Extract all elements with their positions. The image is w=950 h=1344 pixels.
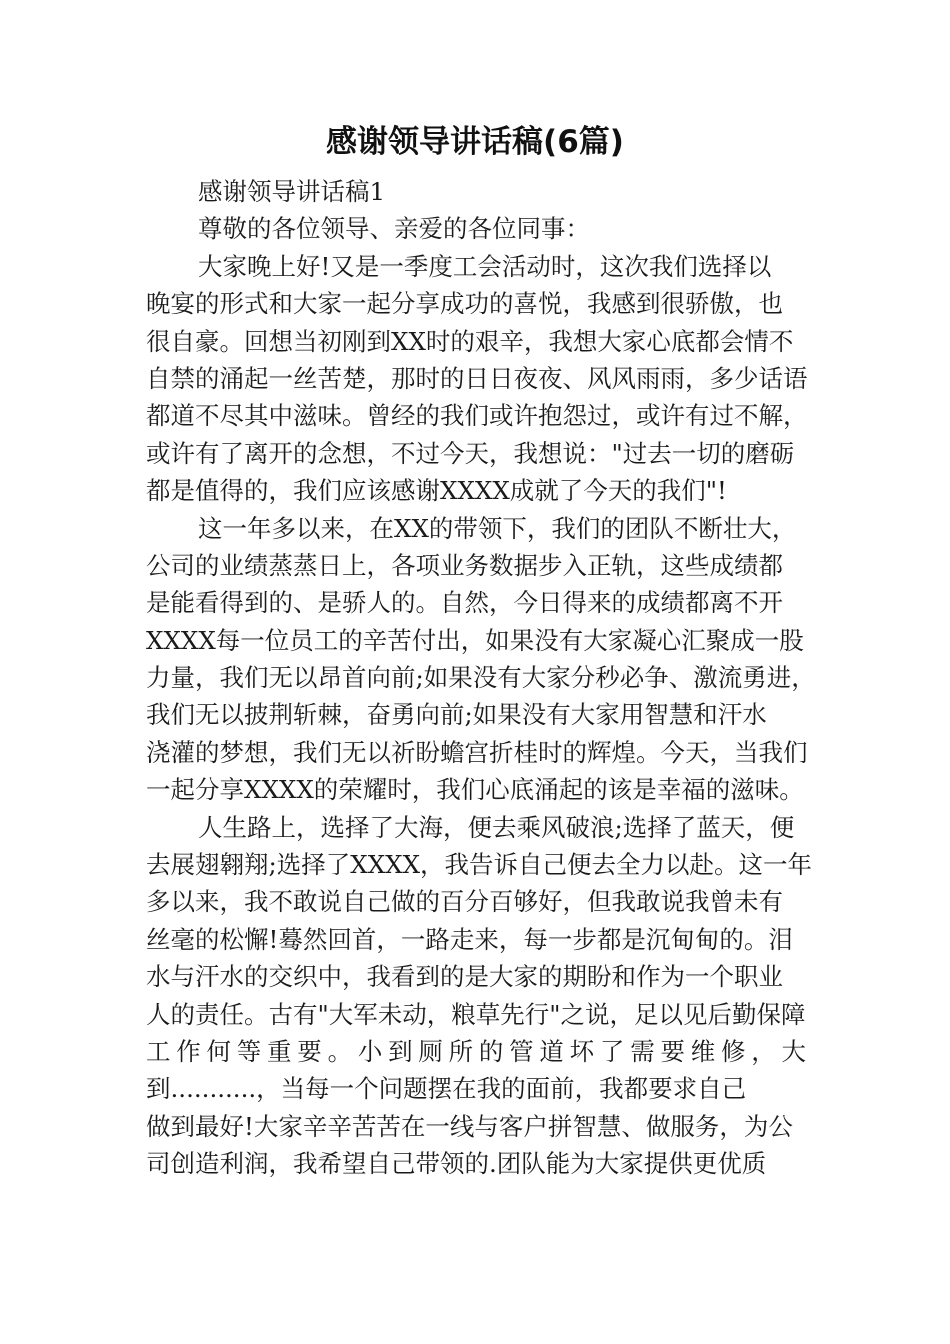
text-line: 或许有了离开的念想，不过今天，我想说："过去一切的磨砺 <box>146 438 795 468</box>
text-line: XXXX每一位员工的辛苦付出，如果没有大家凝心汇聚成一股 <box>146 625 804 655</box>
document-body <box>146 173 816 1183</box>
text-line: 我们无以披荆斩棘，奋勇向前;如果没有大家用智慧和汗水 <box>146 700 767 730</box>
text-line: 都是值得的，我们应该感谢XXXX成就了今天的我们"! <box>146 476 727 506</box>
text-line: 力量，我们无以昂首向前;如果没有大家分秒必争、激流勇进， <box>146 663 816 693</box>
text-line: 工作何等重要。小到厕所的管道坏了需要维修，大 <box>146 1036 806 1066</box>
text-line: 人生路上，选择了大海，便去乘风破浪;选择了蓝天，便 <box>198 812 795 842</box>
text-line: 丝毫的松懈!蓦然回首，一路走来，每一步都是沉甸甸的。泪 <box>146 924 793 954</box>
text-line: 大家晚上好!又是一季度工会活动时，这次我们选择以 <box>198 251 772 281</box>
text-line: 是能看得到的、是骄人的。自然，今日得来的成绩都离不开 <box>146 588 783 618</box>
text-line: 司创造利润，我希望自己带领的.团队能为大家提供更优质 <box>146 1149 767 1179</box>
text-line: 一起分享XXXX的荣耀时，我们心底涌起的该是幸福的滋味。 <box>146 775 804 805</box>
text-line: 晚宴的形式和大家一起分享成功的喜悦，我感到很骄傲，也 <box>146 289 783 319</box>
text-line: 都道不尽其中滋味。曾经的我们或许抱怨过，或许有过不解， <box>146 401 808 431</box>
text-line: 很自豪。回想当初刚到XX时的艰辛，我想大家心底都会情不 <box>146 326 794 356</box>
text-line: 自禁的涌起一丝苦楚，那时的日日夜夜、风风雨雨，多少话语 <box>146 363 808 393</box>
text-line: 做到最好!大家辛辛苦苦在一线与客户拼智慧、做服务，为公 <box>146 1111 793 1141</box>
text-line: 多以来，我不敢说自己做的百分百够好，但我敢说我曾未有 <box>146 887 783 917</box>
text-line: 尊敬的各位领导、亲爱的各位同事： <box>198 214 590 244</box>
text-line: 浇灌的梦想，我们无以祈盼蟾宫折桂时的辉煌。今天，当我们 <box>146 737 808 767</box>
text-line: 感谢领导讲话稿1 <box>198 177 386 206</box>
text-line: 水与汗水的交织中，我看到的是大家的期盼和作为一个职业 <box>146 962 783 992</box>
text-line: 这一年多以来，在XX的带领下，我们的团队不断壮大， <box>198 513 797 543</box>
text-line: 去展翅翱翔;选择了XXXX，我告诉自己便去全力以赴。这一年 <box>146 850 813 880</box>
text-line: 人的责任。古有"大军未动，粮草先行"之说，足以见后勤保障 <box>146 999 806 1029</box>
text-line: 到...........，当每一个问题摆在我的面前，我都要求自己 <box>146 1074 747 1104</box>
document-title: 感谢领导讲话稿(6篇) <box>326 124 624 160</box>
text-line: 公司的业绩蒸蒸日上，各项业务数据步入正轨，这些成绩都 <box>146 550 783 580</box>
